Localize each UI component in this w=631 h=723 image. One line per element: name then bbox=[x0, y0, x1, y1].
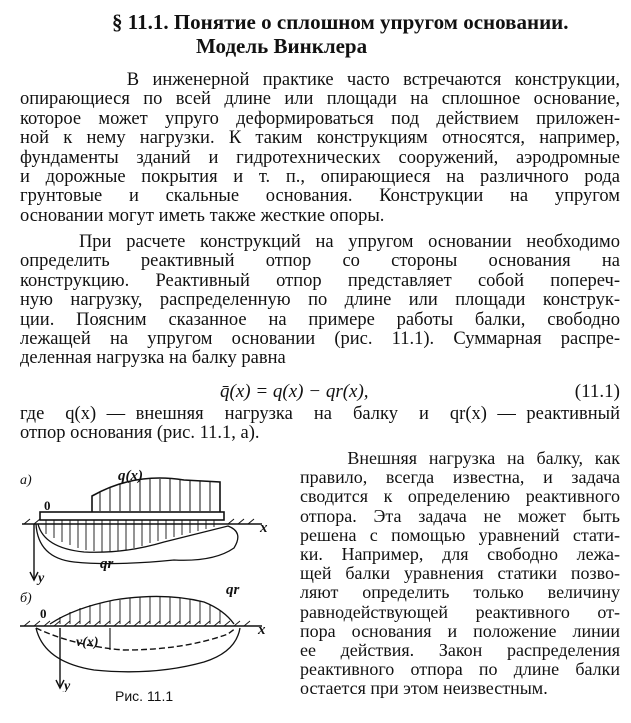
equation-number: (11.1) bbox=[574, 381, 620, 402]
text-line: остается при этом неизвестным. bbox=[300, 678, 548, 699]
reaction-arrows-b bbox=[60, 597, 220, 624]
text-line: решена с помощью уравнений стати- bbox=[300, 524, 620, 545]
reaction-envelope-b bbox=[50, 596, 234, 624]
text-line: отпор основания (рис. 11.1, а). bbox=[20, 423, 260, 444]
text-line: конструкцию. Реактивный отпор представляет собой попереч- bbox=[20, 270, 620, 291]
settlement-label: v(x) bbox=[76, 635, 99, 650]
beam-a bbox=[40, 512, 224, 520]
text-line: ки. Например, для свободно лежа- bbox=[300, 544, 620, 565]
paragraph-external-load bbox=[300, 449, 620, 699]
text-line: опирающиеся по всей длине или площади на сплошное основание, bbox=[20, 89, 620, 110]
load-label-q-x: q(x) bbox=[118, 468, 143, 484]
text-line: грунтовые и скальные основания. Конструкции на упругом bbox=[20, 186, 620, 207]
figure-11-1 bbox=[14, 462, 294, 692]
section-heading-line-2: Модель Винклера bbox=[196, 34, 368, 58]
figure-caption: Рис. 11.1 bbox=[115, 688, 174, 704]
text-line: равнодействующей реактивного от- bbox=[300, 601, 620, 622]
text-line: ляют определить только величину bbox=[300, 582, 620, 603]
text-line: правило, всегда известна, и задача bbox=[300, 467, 620, 488]
text-line: деленная нагрузка на балку равна bbox=[20, 348, 286, 369]
text-line: Внешняя нагрузка на балку, как bbox=[300, 448, 620, 468]
equation-11-1 bbox=[20, 381, 620, 403]
text-line: реактивного отпора по длине балки bbox=[300, 659, 620, 680]
text-line: и дорожные покрытия и т. п., опирающиеся на различного рода bbox=[20, 167, 620, 188]
origin-label-b: 0 bbox=[40, 606, 47, 621]
equation-expression: q̄(x) = q(x) − qr(x), bbox=[220, 381, 369, 402]
text-line: ее действия. Закон распределения bbox=[300, 640, 620, 661]
y-axis-label-b: y bbox=[64, 679, 71, 692]
x-axis-label-a: x bbox=[260, 520, 268, 536]
section-heading-line-1: § 11.1. Понятие о сплошном упругом основании. bbox=[112, 10, 569, 34]
text-line: ции. Поясним сказанное на примере работы балки, свободно bbox=[20, 309, 620, 330]
text-line: В инженерной практике часто встречаются конструкции, bbox=[20, 70, 620, 90]
reaction-label-a: qr bbox=[100, 556, 114, 572]
figure-label-b: б) bbox=[20, 591, 32, 606]
y-axis-label-a: y bbox=[38, 571, 45, 586]
reaction-label-b: qr bbox=[226, 582, 240, 598]
text-line: отпора. Эта задача не может быть bbox=[300, 505, 620, 526]
text-line: ной к нему нагрузки. К таким конструкциям относятся, например, bbox=[20, 128, 620, 149]
reaction-envelope-a bbox=[36, 524, 238, 564]
ground-hatch-b bbox=[24, 621, 250, 626]
text-line: щей балки уравнения статики позво- bbox=[300, 563, 620, 584]
text-line: определить реактивный отпор со стороны основания на bbox=[20, 251, 620, 272]
text-line: ную нагрузку, распределенную по длине или площади конструк- bbox=[20, 290, 620, 311]
section-heading bbox=[112, 10, 622, 58]
text-line: где q(x) — внешняя нагрузка на балку и qr(x) — реактивный bbox=[20, 404, 620, 424]
text-line: пора основания и положение линии bbox=[300, 620, 620, 641]
origin-label-a: 0 bbox=[44, 498, 51, 513]
text-line: фундаменты зданий и гидротехнических сооружений, аэродромные bbox=[20, 147, 620, 168]
text-line: лежащей на упругом основании (рис. 11.1). Суммарная распре- bbox=[20, 329, 620, 350]
paragraph-calculation bbox=[20, 233, 620, 369]
external-load-arrows bbox=[100, 479, 210, 511]
external-load-curve bbox=[92, 478, 220, 512]
text-line: сводится к определению реактивного bbox=[300, 486, 620, 507]
text-line: которое может упруго деформироваться под действием приложен- bbox=[20, 108, 620, 129]
x-axis-label-b: x bbox=[258, 622, 266, 638]
figure-label-a: а) bbox=[20, 473, 32, 488]
paragraph-intro bbox=[20, 71, 620, 226]
settlement-curve-b bbox=[36, 628, 236, 650]
paragraph-definition bbox=[20, 405, 620, 444]
text-line: При расчете конструкций на упругом основании необходимо bbox=[20, 232, 620, 252]
text-line: основании могут иметь также жесткие опоры. bbox=[20, 205, 385, 226]
